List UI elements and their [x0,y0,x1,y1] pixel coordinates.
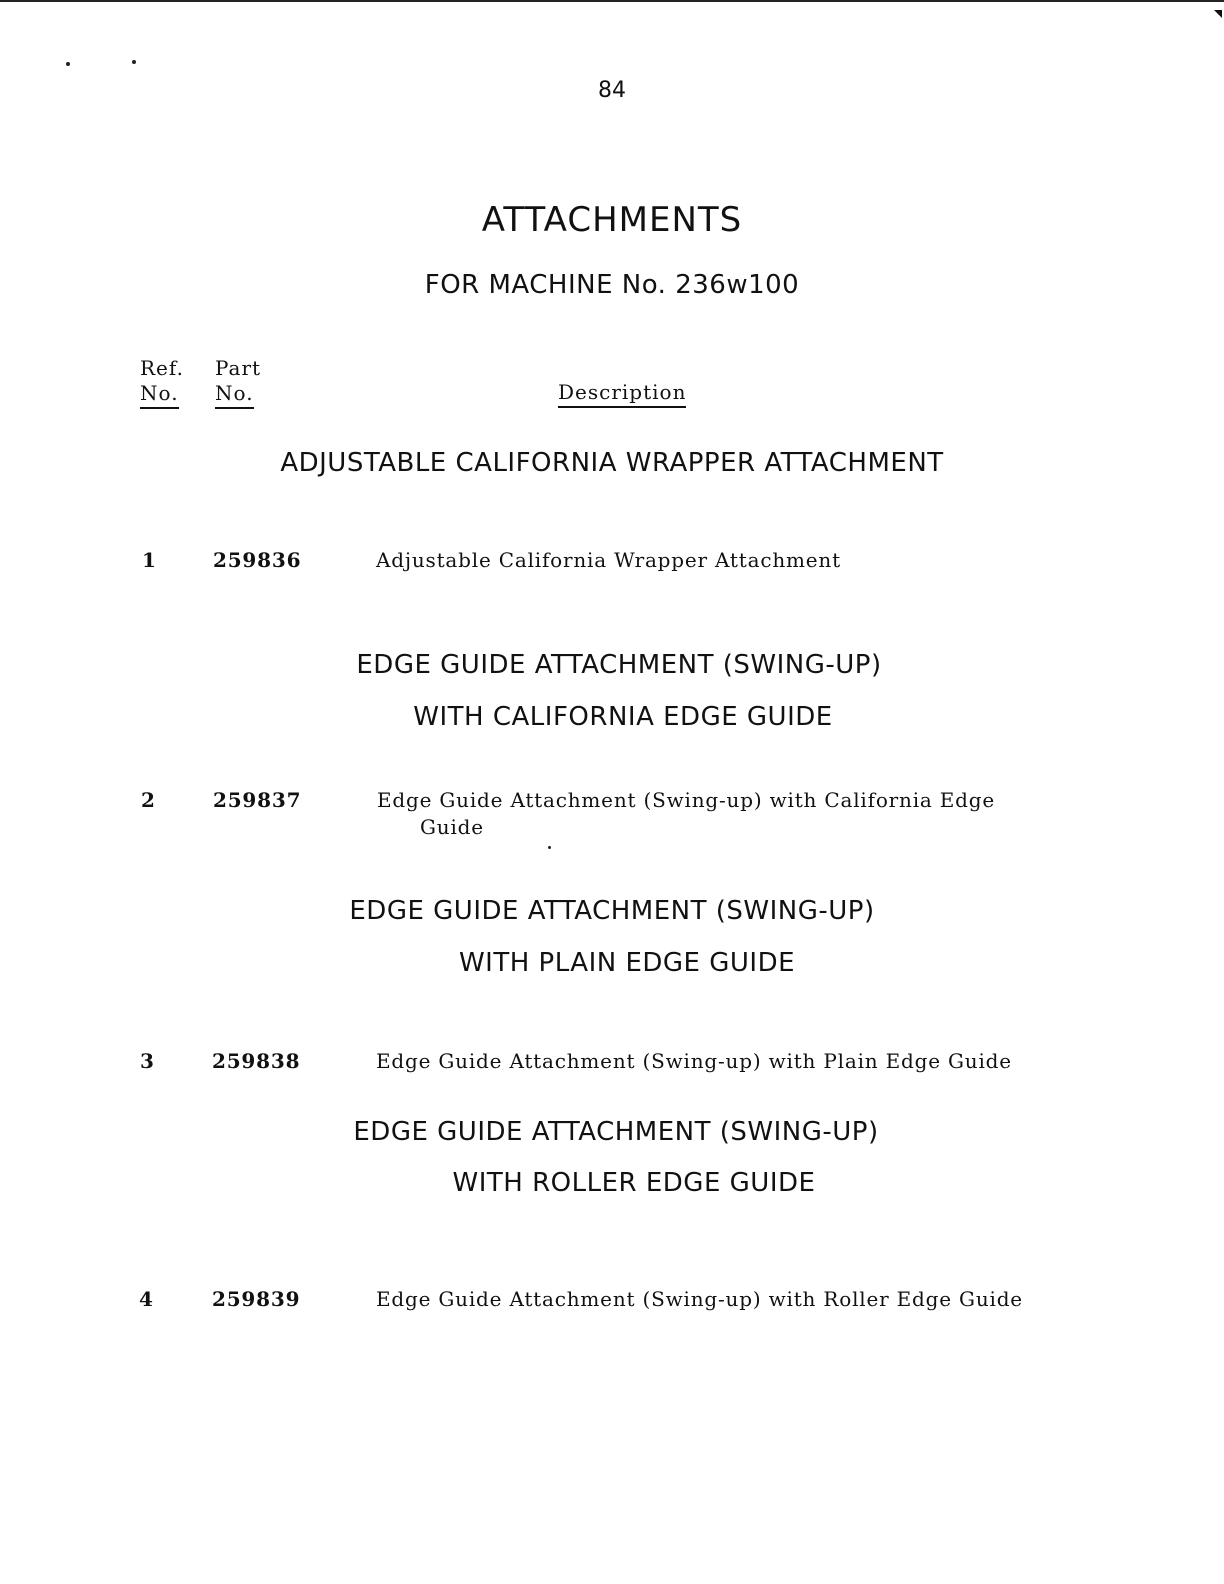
description-header-label: Description [558,380,686,408]
part-number: 259837 [213,788,302,812]
section-heading-line2: WITH CALIFORNIA EDGE GUIDE [413,702,833,732]
section-heading-line2: WITH ROLLER EDGE GUIDE [452,1168,816,1198]
part-header-line1: Part [215,356,262,380]
section-heading: ADJUSTABLE CALIFORNIA WRAPPER ATTACHMENT [280,448,944,478]
scan-speck [66,62,70,66]
top-border-line [0,0,1224,2]
item-description: Edge Guide Attachment (Swing-up) with Plain Edge Guide [376,1049,1012,1073]
page-title: ATTACHMENTS [481,200,743,240]
part-number: 259839 [212,1287,301,1311]
page-subtitle: FOR MACHINE No. 236w100 [424,270,800,300]
item-description: Edge Guide Attachment (Swing-up) with Roller Edge Guide [376,1287,1023,1311]
item-description: Edge Guide Attachment (Swing-up) with California Edge [377,788,996,812]
scan-speck [548,846,551,849]
part-number: 259836 [213,548,302,572]
part-header-line2: No. [215,381,254,409]
item-description-continued: Guide [420,815,484,839]
page-number: 84 [598,78,626,103]
section-heading-line2: WITH PLAIN EDGE GUIDE [458,948,796,978]
ref-number: 2 [141,788,156,812]
corner-mark [1214,10,1222,18]
ref-number: 4 [139,1287,154,1311]
ref-no-header [140,356,184,406]
ref-header-line1: Ref. [140,356,184,380]
section-heading: EDGE GUIDE ATTACHMENT (SWING-UP) [353,1117,879,1147]
section-heading: EDGE GUIDE ATTACHMENT (SWING-UP) [349,896,875,926]
section-heading: EDGE GUIDE ATTACHMENT (SWING-UP) [356,650,882,680]
part-no-header [215,356,261,406]
scan-speck [132,60,136,64]
description-header [558,380,686,405]
ref-header-line2: No. [140,381,179,409]
ref-number: 1 [142,548,157,572]
item-description: Adjustable California Wrapper Attachment [376,548,841,572]
part-number: 259838 [212,1049,301,1073]
ref-number: 3 [140,1049,155,1073]
